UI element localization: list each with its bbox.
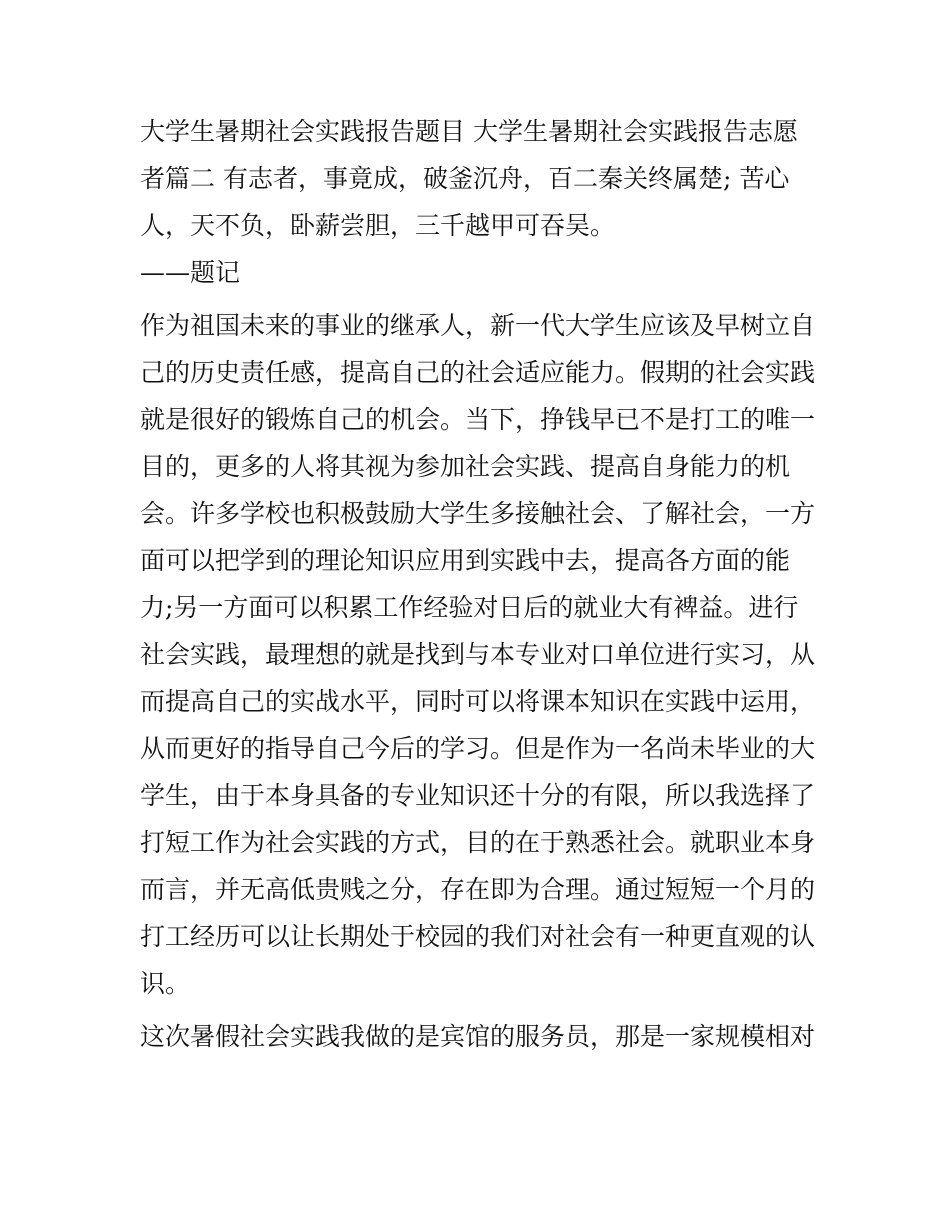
- text-line: 识。: [140, 969, 191, 998]
- text-line: 己的历史责任感，提高自己的社会适应能力。假期的社会实践: [140, 358, 816, 387]
- text-line: 人，天不负，卧薪尝胆，三千越甲可吞吴。: [140, 211, 616, 240]
- text-line: 而言，并无高低贵贱之分，存在即为合理。通过短短一个月的: [140, 875, 816, 904]
- paragraph-intro: [140, 108, 812, 249]
- text-line: 者篇二 有志者，事竟成，破釜沉舟，百二秦关终属楚; 苦心: [140, 164, 790, 193]
- text-line: 面可以把学到的理论知识应用到实践中去，提高各方面的能: [140, 546, 791, 575]
- document-body: [140, 108, 816, 1060]
- text-line: 就是很好的锻炼自己的机会。当下，挣钱早已不是打工的唯一: [140, 405, 816, 434]
- text-line: 会。许多学校也积极鼓励大学生多接触社会、了解社会，一方: [140, 499, 816, 528]
- text-line: 而提高自己的实战水平，同时可以将课本知识在实践中运用，: [140, 687, 816, 716]
- text-line: ——题记: [140, 258, 241, 287]
- text-line: 打工经历可以让长期处于校园的我们对社会有一种更直观的认: [140, 922, 816, 951]
- text-line: 社会实践，最理想的就是找到与本专业对口单位进行实习，从: [140, 640, 816, 669]
- text-line: 打短工作为社会实践的方式，目的在于熟悉社会。就职业本身: [140, 828, 816, 857]
- text-line: 目的，更多的人将其视为参加社会实践、提高自身能力的机: [140, 452, 791, 481]
- paragraph-main: [140, 302, 816, 1007]
- paragraph-epigraph: [140, 249, 812, 296]
- text-line: 从而更好的指导自己今后的学习。但是作为一名尚未毕业的大: [140, 734, 816, 763]
- text-line: 这次暑假社会实践我做的是宾馆的服务员，那是一家规模相对: [140, 1022, 816, 1051]
- paragraph-closing: [140, 1013, 816, 1060]
- text-line: 学生，由于本身具备的专业知识还十分的有限，所以我选择了: [140, 781, 816, 810]
- text-line: 力;另一方面可以积累工作经验对日后的就业大有裨益。进行: [140, 593, 799, 622]
- text-line: 作为祖国未来的事业的继承人，新一代大学生应该及早树立自: [140, 311, 816, 340]
- text-line: 大学生暑期社会实践报告题目 大学生暑期社会实践报告志愿: [140, 117, 798, 146]
